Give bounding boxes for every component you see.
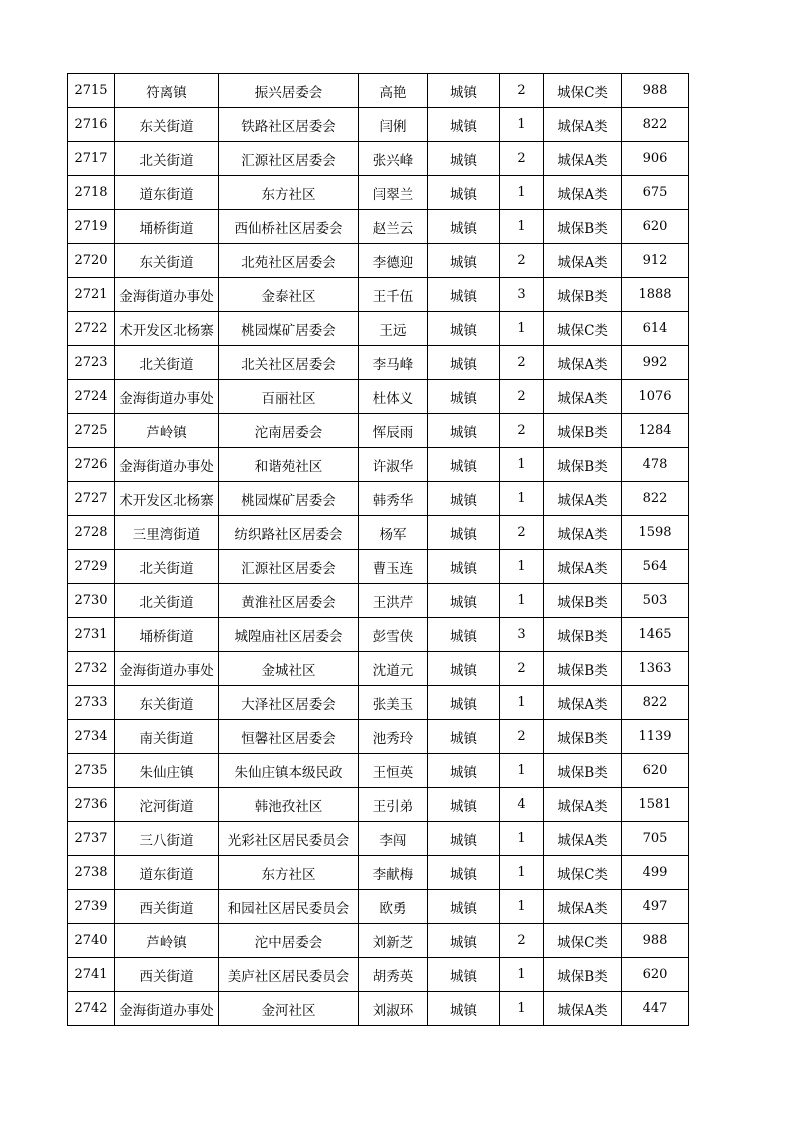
- cell-name: 杨军: [359, 516, 428, 550]
- cell-category: 城保C类: [544, 74, 622, 108]
- cell-amount: 1465: [622, 618, 689, 652]
- cell-amount: 478: [622, 448, 689, 482]
- cell-type: 城镇: [428, 482, 500, 516]
- cell-community: 汇源社区居委会: [219, 550, 359, 584]
- cell-id: 2734: [68, 720, 115, 754]
- cell-town: 道东街道: [115, 856, 219, 890]
- cell-count: 2: [500, 74, 544, 108]
- cell-amount: 992: [622, 346, 689, 380]
- cell-category: 城保A类: [544, 788, 622, 822]
- cell-name: 高艳: [359, 74, 428, 108]
- cell-type: 城镇: [428, 108, 500, 142]
- cell-type: 城镇: [428, 278, 500, 312]
- cell-id: 2729: [68, 550, 115, 584]
- cell-town: 金海街道办事处: [115, 380, 219, 414]
- cell-town: 术开发区北杨寨: [115, 482, 219, 516]
- cell-town: 北关街道: [115, 346, 219, 380]
- table-row: [68, 142, 689, 176]
- cell-category: 城保B类: [544, 414, 622, 448]
- cell-type: 城镇: [428, 618, 500, 652]
- cell-town: 北关街道: [115, 584, 219, 618]
- cell-id: 2719: [68, 210, 115, 244]
- cell-id: 2733: [68, 686, 115, 720]
- table-row: [68, 108, 689, 142]
- cell-amount: 620: [622, 210, 689, 244]
- cell-category: 城保B类: [544, 618, 622, 652]
- cell-count: 1: [500, 108, 544, 142]
- cell-community: 北苑社区居委会: [219, 244, 359, 278]
- cell-name: 李闯: [359, 822, 428, 856]
- cell-category: 城保A类: [544, 346, 622, 380]
- cell-type: 城镇: [428, 686, 500, 720]
- cell-category: 城保A类: [544, 822, 622, 856]
- cell-name: 许淑华: [359, 448, 428, 482]
- cell-amount: 1139: [622, 720, 689, 754]
- cell-community: 金河社区: [219, 992, 359, 1026]
- cell-category: 城保A类: [544, 142, 622, 176]
- table-row: [68, 958, 689, 992]
- cell-name: 王远: [359, 312, 428, 346]
- cell-town: 北关街道: [115, 142, 219, 176]
- table-row: [68, 550, 689, 584]
- cell-name: 王洪芹: [359, 584, 428, 618]
- cell-town: 东关街道: [115, 108, 219, 142]
- cell-amount: 503: [622, 584, 689, 618]
- table-row: [68, 210, 689, 244]
- table-row: [68, 788, 689, 822]
- cell-category: 城保C类: [544, 856, 622, 890]
- cell-town: 金海街道办事处: [115, 652, 219, 686]
- cell-community: 桃园煤矿居委会: [219, 312, 359, 346]
- cell-category: 城保A类: [544, 380, 622, 414]
- cell-count: 2: [500, 346, 544, 380]
- cell-id: 2739: [68, 890, 115, 924]
- cell-count: 2: [500, 652, 544, 686]
- cell-id: 2731: [68, 618, 115, 652]
- cell-amount: 447: [622, 992, 689, 1026]
- cell-name: 王恒英: [359, 754, 428, 788]
- cell-town: 金海街道办事处: [115, 448, 219, 482]
- cell-category: 城保B类: [544, 210, 622, 244]
- cell-id: 2716: [68, 108, 115, 142]
- table-row: [68, 652, 689, 686]
- table-row: [68, 720, 689, 754]
- cell-count: 1: [500, 686, 544, 720]
- cell-id: 2740: [68, 924, 115, 958]
- cell-category: 城保A类: [544, 108, 622, 142]
- table-row: [68, 346, 689, 380]
- cell-id: 2741: [68, 958, 115, 992]
- cell-town: 金海街道办事处: [115, 278, 219, 312]
- cell-count: 2: [500, 924, 544, 958]
- cell-name: 闫俐: [359, 108, 428, 142]
- cell-name: 李德迎: [359, 244, 428, 278]
- cell-category: 城保A类: [544, 550, 622, 584]
- table-row: [68, 278, 689, 312]
- cell-amount: 1363: [622, 652, 689, 686]
- cell-id: 2737: [68, 822, 115, 856]
- cell-category: 城保A类: [544, 244, 622, 278]
- cell-category: 城保C类: [544, 924, 622, 958]
- cell-count: 3: [500, 618, 544, 652]
- table-row: [68, 448, 689, 482]
- cell-category: 城保B类: [544, 652, 622, 686]
- cell-type: 城镇: [428, 720, 500, 754]
- cell-type: 城镇: [428, 992, 500, 1026]
- cell-category: 城保A类: [544, 890, 622, 924]
- cell-category: 城保B类: [544, 448, 622, 482]
- cell-town: 术开发区北杨寨: [115, 312, 219, 346]
- cell-id: 2720: [68, 244, 115, 278]
- cell-count: 1: [500, 958, 544, 992]
- cell-category: 城保B类: [544, 754, 622, 788]
- table-row: [68, 584, 689, 618]
- cell-name: 闫翠兰: [359, 176, 428, 210]
- cell-amount: 822: [622, 686, 689, 720]
- cell-id: 2736: [68, 788, 115, 822]
- cell-town: 芦岭镇: [115, 414, 219, 448]
- cell-town: 金海街道办事处: [115, 992, 219, 1026]
- cell-id: 2742: [68, 992, 115, 1026]
- cell-id: 2735: [68, 754, 115, 788]
- cell-community: 韩池孜社区: [219, 788, 359, 822]
- records-table: [67, 73, 689, 1026]
- cell-count: 1: [500, 210, 544, 244]
- cell-amount: 1076: [622, 380, 689, 414]
- cell-type: 城镇: [428, 754, 500, 788]
- cell-name: 沈道元: [359, 652, 428, 686]
- cell-id: 2725: [68, 414, 115, 448]
- cell-name: 胡秀英: [359, 958, 428, 992]
- table-row: [68, 924, 689, 958]
- cell-count: 4: [500, 788, 544, 822]
- table-row: [68, 482, 689, 516]
- cell-count: 2: [500, 142, 544, 176]
- cell-count: 1: [500, 312, 544, 346]
- cell-community: 东方社区: [219, 856, 359, 890]
- cell-name: 赵兰云: [359, 210, 428, 244]
- cell-amount: 497: [622, 890, 689, 924]
- cell-category: 城保A类: [544, 686, 622, 720]
- cell-category: 城保B类: [544, 958, 622, 992]
- cell-community: 桃园煤矿居委会: [219, 482, 359, 516]
- table-row: [68, 74, 689, 108]
- cell-community: 沱中居委会: [219, 924, 359, 958]
- cell-id: 2724: [68, 380, 115, 414]
- cell-community: 铁路社区居委会: [219, 108, 359, 142]
- cell-town: 符离镇: [115, 74, 219, 108]
- cell-amount: 499: [622, 856, 689, 890]
- cell-type: 城镇: [428, 448, 500, 482]
- cell-town: 埇桥街道: [115, 210, 219, 244]
- cell-amount: 1284: [622, 414, 689, 448]
- cell-town: 埇桥街道: [115, 618, 219, 652]
- cell-category: 城保A类: [544, 482, 622, 516]
- cell-count: 1: [500, 584, 544, 618]
- cell-category: 城保B类: [544, 278, 622, 312]
- cell-count: 1: [500, 754, 544, 788]
- cell-type: 城镇: [428, 74, 500, 108]
- cell-type: 城镇: [428, 142, 500, 176]
- cell-count: 1: [500, 448, 544, 482]
- cell-type: 城镇: [428, 890, 500, 924]
- cell-count: 1: [500, 992, 544, 1026]
- cell-category: 城保C类: [544, 312, 622, 346]
- cell-category: 城保B类: [544, 720, 622, 754]
- cell-amount: 822: [622, 108, 689, 142]
- cell-town: 西关街道: [115, 890, 219, 924]
- cell-name: 池秀玲: [359, 720, 428, 754]
- cell-type: 城镇: [428, 414, 500, 448]
- cell-type: 城镇: [428, 856, 500, 890]
- cell-type: 城镇: [428, 788, 500, 822]
- cell-community: 和谐苑社区: [219, 448, 359, 482]
- cell-community: 东方社区: [219, 176, 359, 210]
- cell-amount: 822: [622, 482, 689, 516]
- cell-amount: 912: [622, 244, 689, 278]
- cell-id: 2717: [68, 142, 115, 176]
- cell-id: 2727: [68, 482, 115, 516]
- cell-community: 城隍庙社区居委会: [219, 618, 359, 652]
- cell-amount: 906: [622, 142, 689, 176]
- cell-amount: 614: [622, 312, 689, 346]
- cell-count: 2: [500, 516, 544, 550]
- cell-name: 张美玉: [359, 686, 428, 720]
- cell-id: 2718: [68, 176, 115, 210]
- cell-amount: 1888: [622, 278, 689, 312]
- cell-type: 城镇: [428, 210, 500, 244]
- cell-name: 韩秀华: [359, 482, 428, 516]
- cell-count: 3: [500, 278, 544, 312]
- cell-id: 2721: [68, 278, 115, 312]
- cell-category: 城保A类: [544, 176, 622, 210]
- cell-type: 城镇: [428, 380, 500, 414]
- cell-id: 2728: [68, 516, 115, 550]
- table-row: [68, 516, 689, 550]
- cell-name: 恽辰雨: [359, 414, 428, 448]
- cell-name: 李马峰: [359, 346, 428, 380]
- table-body: [68, 74, 689, 1026]
- cell-community: 金城社区: [219, 652, 359, 686]
- cell-town: 三八街道: [115, 822, 219, 856]
- cell-category: 城保A类: [544, 992, 622, 1026]
- cell-community: 纺织路社区居委会: [219, 516, 359, 550]
- cell-name: 王千伍: [359, 278, 428, 312]
- cell-type: 城镇: [428, 312, 500, 346]
- table-row: [68, 176, 689, 210]
- cell-community: 大泽社区居委会: [219, 686, 359, 720]
- cell-amount: 620: [622, 958, 689, 992]
- cell-type: 城镇: [428, 244, 500, 278]
- cell-town: 芦岭镇: [115, 924, 219, 958]
- cell-name: 欧勇: [359, 890, 428, 924]
- cell-amount: 988: [622, 924, 689, 958]
- cell-town: 道东街道: [115, 176, 219, 210]
- cell-count: 1: [500, 890, 544, 924]
- cell-id: 2726: [68, 448, 115, 482]
- cell-town: 北关街道: [115, 550, 219, 584]
- cell-town: 沱河街道: [115, 788, 219, 822]
- cell-community: 北关社区居委会: [219, 346, 359, 380]
- cell-type: 城镇: [428, 822, 500, 856]
- table-row: [68, 380, 689, 414]
- cell-type: 城镇: [428, 924, 500, 958]
- cell-type: 城镇: [428, 346, 500, 380]
- table-row: [68, 890, 689, 924]
- cell-amount: 620: [622, 754, 689, 788]
- cell-count: 1: [500, 482, 544, 516]
- cell-type: 城镇: [428, 550, 500, 584]
- cell-type: 城镇: [428, 652, 500, 686]
- cell-count: 2: [500, 720, 544, 754]
- cell-type: 城镇: [428, 584, 500, 618]
- cell-name: 刘新芝: [359, 924, 428, 958]
- cell-community: 沱南居委会: [219, 414, 359, 448]
- cell-id: 2722: [68, 312, 115, 346]
- cell-type: 城镇: [428, 958, 500, 992]
- cell-name: 李献梅: [359, 856, 428, 890]
- cell-amount: 988: [622, 74, 689, 108]
- cell-count: 1: [500, 822, 544, 856]
- cell-community: 朱仙庄镇本级民政: [219, 754, 359, 788]
- cell-town: 西关街道: [115, 958, 219, 992]
- cell-amount: 705: [622, 822, 689, 856]
- cell-id: 2723: [68, 346, 115, 380]
- cell-count: 1: [500, 856, 544, 890]
- cell-community: 金泰社区: [219, 278, 359, 312]
- table-row: [68, 686, 689, 720]
- cell-town: 三里湾街道: [115, 516, 219, 550]
- cell-name: 曹玉连: [359, 550, 428, 584]
- cell-count: 2: [500, 414, 544, 448]
- cell-community: 美庐社区居民委员会: [219, 958, 359, 992]
- cell-town: 朱仙庄镇: [115, 754, 219, 788]
- cell-amount: 1581: [622, 788, 689, 822]
- cell-id: 2715: [68, 74, 115, 108]
- cell-community: 和园社区居民委员会: [219, 890, 359, 924]
- table-row: [68, 754, 689, 788]
- cell-type: 城镇: [428, 176, 500, 210]
- cell-id: 2738: [68, 856, 115, 890]
- cell-amount: 1598: [622, 516, 689, 550]
- cell-id: 2730: [68, 584, 115, 618]
- table-row: [68, 992, 689, 1026]
- cell-community: 光彩社区居民委员会: [219, 822, 359, 856]
- cell-category: 城保A类: [544, 516, 622, 550]
- table-row: [68, 414, 689, 448]
- cell-name: 彭雪侠: [359, 618, 428, 652]
- cell-town: 东关街道: [115, 244, 219, 278]
- cell-amount: 564: [622, 550, 689, 584]
- cell-community: 黄淮社区居委会: [219, 584, 359, 618]
- cell-town: 南关街道: [115, 720, 219, 754]
- cell-type: 城镇: [428, 516, 500, 550]
- table-row: [68, 244, 689, 278]
- cell-community: 百丽社区: [219, 380, 359, 414]
- cell-count: 2: [500, 380, 544, 414]
- table-row: [68, 312, 689, 346]
- cell-amount: 675: [622, 176, 689, 210]
- cell-id: 2732: [68, 652, 115, 686]
- cell-count: 1: [500, 176, 544, 210]
- cell-category: 城保B类: [544, 584, 622, 618]
- cell-name: 王引弟: [359, 788, 428, 822]
- cell-name: 刘淑环: [359, 992, 428, 1026]
- cell-community: 西仙桥社区居委会: [219, 210, 359, 244]
- table-row: [68, 822, 689, 856]
- table-row: [68, 618, 689, 652]
- cell-count: 1: [500, 550, 544, 584]
- table-row: [68, 856, 689, 890]
- cell-name: 张兴峰: [359, 142, 428, 176]
- cell-community: 振兴居委会: [219, 74, 359, 108]
- cell-community: 汇源社区居委会: [219, 142, 359, 176]
- cell-community: 恒馨社区居委会: [219, 720, 359, 754]
- cell-name: 杜体义: [359, 380, 428, 414]
- cell-town: 东关街道: [115, 686, 219, 720]
- cell-count: 2: [500, 244, 544, 278]
